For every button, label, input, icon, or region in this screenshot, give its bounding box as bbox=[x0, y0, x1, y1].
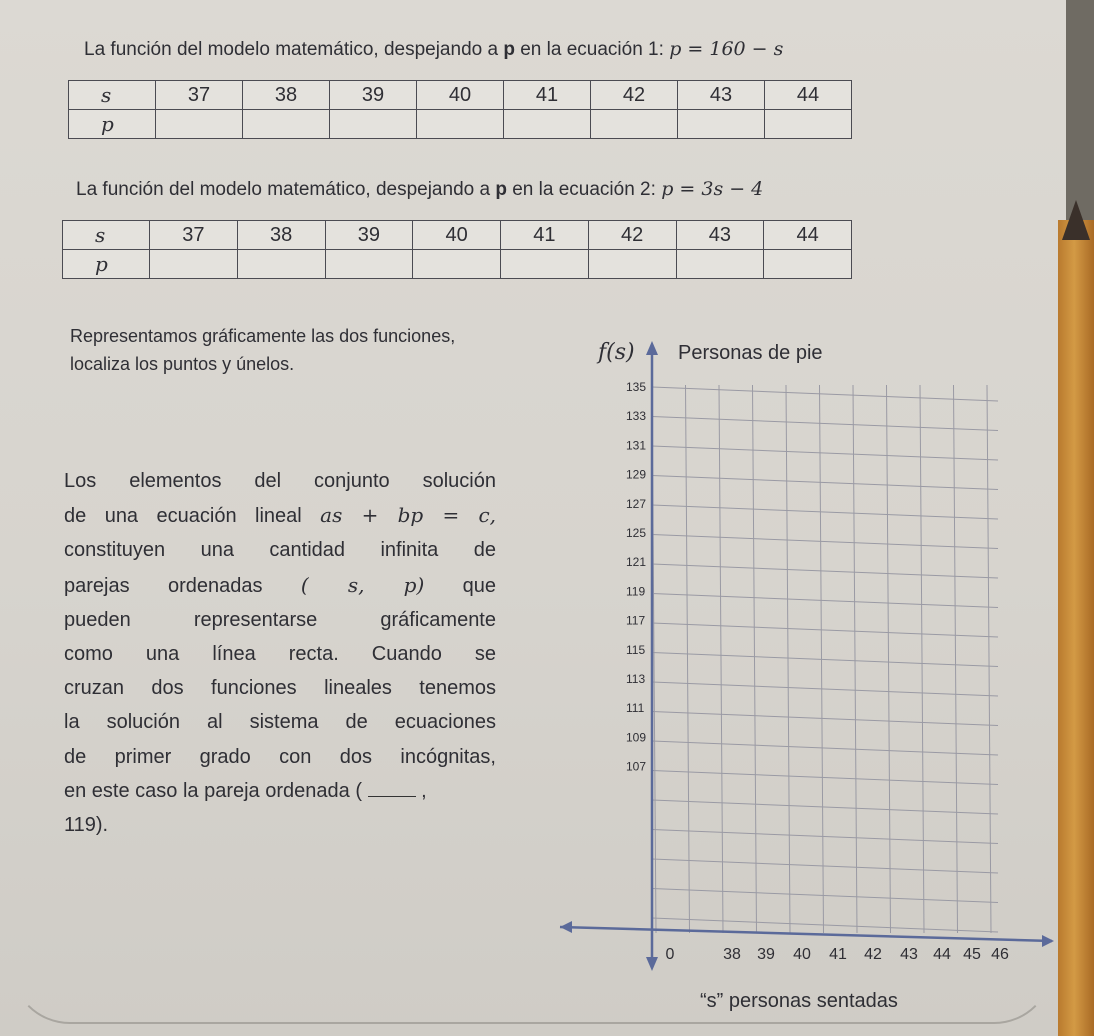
grid-line-horizontal bbox=[652, 800, 998, 814]
grid-lines bbox=[652, 385, 998, 933]
grid-line-horizontal bbox=[652, 682, 998, 696]
grid-line-horizontal bbox=[652, 741, 998, 755]
table1-s-cell: 38 bbox=[243, 81, 330, 110]
section2-heading: La función del modelo matemático, despejando a p en la ecuación 2: p = 3s − 4 bbox=[76, 178, 764, 200]
y-tick-label: 129 bbox=[626, 467, 647, 482]
table1-p-label: p bbox=[69, 110, 156, 139]
table2-s-cell: 37 bbox=[150, 221, 238, 250]
x-axis-line bbox=[560, 927, 1052, 941]
graph-personas-de-pie[interactable] bbox=[540, 325, 1060, 1015]
table2-p-cell[interactable] bbox=[325, 250, 413, 279]
y-tick-label: 115 bbox=[626, 642, 646, 657]
table1-p-cell[interactable] bbox=[678, 110, 765, 139]
grid-line-horizontal bbox=[652, 564, 998, 578]
table2-s-label: s bbox=[63, 221, 150, 250]
table-equation-2 bbox=[62, 220, 852, 279]
table1-p-cell[interactable] bbox=[243, 110, 330, 139]
grid-line-vertical bbox=[987, 385, 991, 933]
x-tick-label: 38 bbox=[723, 946, 741, 963]
y-tick-label: 125 bbox=[626, 526, 647, 540]
grid-line-horizontal bbox=[652, 387, 998, 401]
grid-line-horizontal bbox=[652, 859, 998, 873]
grid-line-vertical bbox=[686, 385, 690, 933]
grid-line-horizontal bbox=[652, 623, 998, 637]
table2-s-cell: 42 bbox=[588, 221, 676, 250]
table1-p-cell[interactable] bbox=[330, 110, 417, 139]
y-axis-arrow-up bbox=[646, 341, 658, 355]
table1-s-cell: 41 bbox=[504, 81, 591, 110]
paragraph-line: en este caso la pareja ordenada ( , bbox=[64, 779, 427, 802]
paragraph-line: la solución al sistema de ecuaciones bbox=[64, 711, 496, 734]
answer-blank[interactable] bbox=[368, 796, 416, 797]
instructions-line-2: localiza los puntos y únelos. bbox=[70, 354, 295, 374]
x-tick-label: 39 bbox=[757, 946, 775, 963]
table2-p-cell[interactable] bbox=[501, 250, 589, 279]
table1-p-cell[interactable] bbox=[417, 110, 504, 139]
table1-s-cell: 44 bbox=[765, 81, 852, 110]
y-axis-label: f(s) bbox=[598, 340, 635, 365]
paragraph-line: Los elementos del conjunto solución bbox=[64, 470, 496, 492]
table2-row-p bbox=[63, 250, 852, 279]
grid-line-vertical bbox=[954, 385, 958, 933]
y-axis-arrow-down bbox=[646, 957, 658, 971]
x-tick-label: 41 bbox=[829, 946, 847, 963]
y-tick-label: 135 bbox=[626, 380, 647, 394]
instructions-line-1: Representamos gráficamente las dos funciones, bbox=[70, 326, 456, 346]
y-tick-labels bbox=[626, 380, 646, 774]
x-tick-label: 0 bbox=[665, 946, 675, 963]
table2-s-cell: 41 bbox=[501, 221, 589, 250]
x-tick-label: 44 bbox=[933, 946, 951, 963]
solution-paragraph bbox=[64, 464, 496, 842]
grid-line-horizontal bbox=[652, 446, 998, 460]
x-tick-label: 43 bbox=[900, 946, 918, 963]
chart-title: Personas de pie bbox=[678, 342, 823, 364]
table2-p-cell[interactable] bbox=[588, 250, 676, 279]
table2-p-cell[interactable] bbox=[150, 250, 238, 279]
paragraph-line: pueden representarse gráficamente bbox=[64, 608, 496, 631]
table2-s-cell: 43 bbox=[676, 221, 764, 250]
table2-s-cell: 44 bbox=[764, 221, 852, 250]
y-tick-label: 117 bbox=[626, 613, 646, 628]
paragraph-line: parejas ordenadas ( s, p) que bbox=[64, 572, 497, 597]
table2-s-cell: 40 bbox=[413, 221, 501, 250]
grid-line-horizontal bbox=[652, 889, 998, 903]
grid-line-horizontal bbox=[652, 505, 998, 519]
table1-s-cell: 43 bbox=[678, 81, 765, 110]
x-axis-arrow-right bbox=[1042, 935, 1054, 947]
table1-row-p bbox=[69, 110, 852, 139]
table2-p-cell[interactable] bbox=[237, 250, 325, 279]
table1-s-cell: 37 bbox=[156, 81, 243, 110]
table1-s-label: s bbox=[69, 81, 156, 110]
y-tick-label: 127 bbox=[626, 496, 647, 511]
table2-p-label: p bbox=[63, 250, 150, 279]
table1-row-s bbox=[69, 81, 852, 110]
grid-line-vertical bbox=[887, 385, 891, 933]
y-tick-label: 121 bbox=[626, 555, 647, 570]
y-tick-label: 111 bbox=[626, 701, 645, 716]
table2-p-cell[interactable] bbox=[764, 250, 852, 279]
paragraph-line: cruzan dos funciones lineales tenemos bbox=[64, 677, 496, 700]
y-tick-label: 119 bbox=[626, 584, 646, 599]
x-axis-label: “s” personas sentadas bbox=[700, 990, 898, 1012]
grid-line-vertical bbox=[719, 385, 723, 933]
paragraph-line: como una línea recta. Cuando se bbox=[64, 643, 496, 666]
grid-line-horizontal bbox=[652, 771, 998, 785]
table2-row-s bbox=[63, 221, 852, 250]
grid-line-horizontal bbox=[652, 535, 998, 549]
x-tick-label: 45 bbox=[963, 946, 981, 963]
grid-line-horizontal bbox=[652, 712, 998, 726]
y-tick-label: 109 bbox=[626, 730, 647, 745]
section1-heading: La función del modelo matemático, despejando a p en la ecuación 1: p = 160 − s bbox=[84, 38, 784, 60]
table2-s-cell: 39 bbox=[325, 221, 413, 250]
table1-s-cell: 40 bbox=[417, 81, 504, 110]
paragraph-line: de una ecuación lineal as + bp = c, bbox=[64, 503, 496, 528]
paragraph-line: de primer grado con dos incógnitas, bbox=[64, 745, 496, 768]
y-tick-label: 131 bbox=[626, 438, 647, 453]
table-equation-1 bbox=[68, 80, 852, 139]
x-tick-labels bbox=[666, 946, 1009, 963]
paragraph-line: constituyen una cantidad infinita de bbox=[64, 539, 496, 562]
pencil-tip bbox=[1062, 200, 1090, 240]
table2-p-cell[interactable] bbox=[413, 250, 501, 279]
grid-line-horizontal bbox=[652, 653, 998, 667]
table1-p-cell[interactable] bbox=[765, 110, 852, 139]
y-tick-label: 107 bbox=[626, 759, 647, 774]
paragraph-line: 119). bbox=[64, 814, 109, 837]
grid-line-horizontal bbox=[652, 830, 998, 844]
x-tick-label: 46 bbox=[991, 946, 1009, 963]
table2-s-cell: 38 bbox=[237, 221, 325, 250]
x-tick-label: 42 bbox=[864, 946, 882, 963]
grid-line-horizontal bbox=[652, 476, 998, 490]
x-axis-arrow-left bbox=[560, 921, 572, 933]
grid-line-horizontal bbox=[652, 594, 998, 608]
grid-line-horizontal bbox=[652, 417, 998, 431]
table1-s-cell: 42 bbox=[591, 81, 678, 110]
table1-p-cell[interactable] bbox=[591, 110, 678, 139]
table1-p-cell[interactable] bbox=[156, 110, 243, 139]
table2-p-cell[interactable] bbox=[676, 250, 764, 279]
pencil bbox=[1058, 220, 1094, 1036]
y-tick-label: 133 bbox=[626, 409, 647, 424]
table1-s-cell: 39 bbox=[330, 81, 417, 110]
grid-line-vertical bbox=[786, 385, 790, 933]
grid-line-vertical bbox=[853, 385, 857, 933]
grid-line-vertical bbox=[920, 385, 924, 933]
y-tick-label: 113 bbox=[626, 672, 646, 686]
x-tick-label: 40 bbox=[793, 946, 811, 963]
grid-line-vertical bbox=[753, 385, 757, 933]
table1-p-cell[interactable] bbox=[504, 110, 591, 139]
